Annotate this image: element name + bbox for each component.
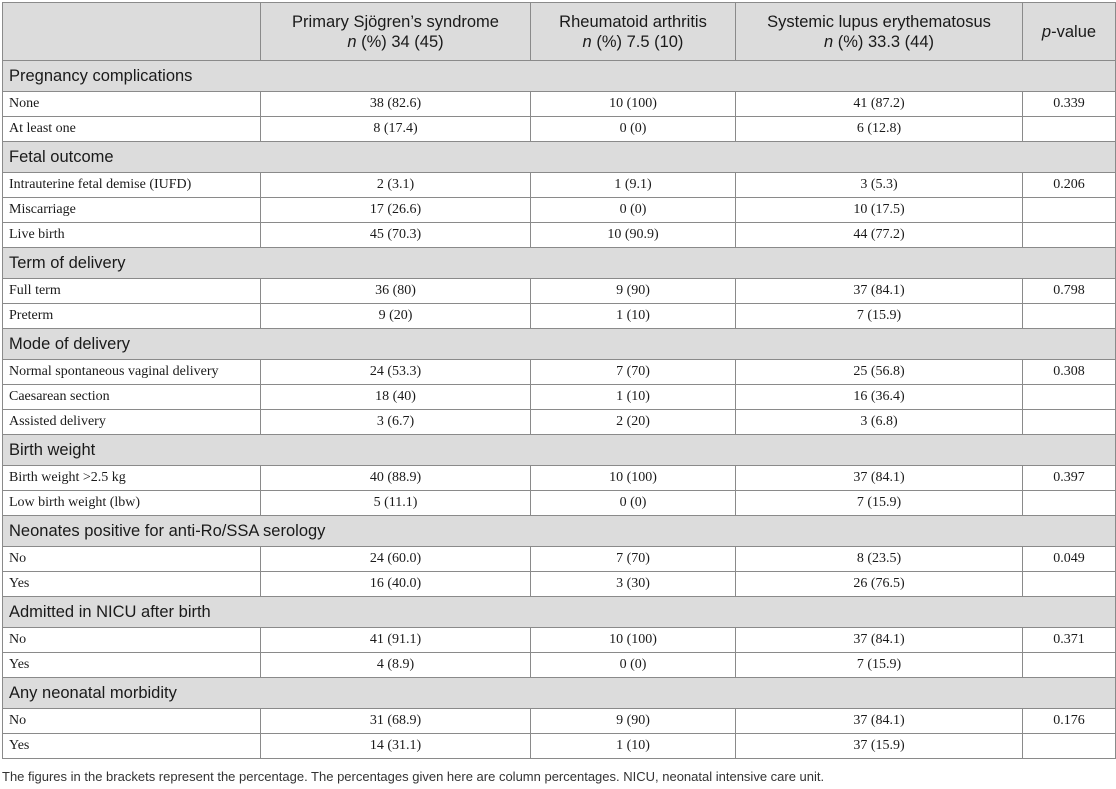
header-pvalue-p: p <box>1041 22 1052 41</box>
header-pss-n: n <box>347 32 357 51</box>
sle-value-cell: 25 (56.8) <box>736 360 1023 385</box>
pss-value-cell: 16 (40.0) <box>261 572 531 597</box>
ra-value-cell: 1 (10) <box>531 734 736 759</box>
header-row <box>3 3 1116 61</box>
pss-value-cell: 36 (80) <box>261 279 531 304</box>
table-row <box>3 279 1116 304</box>
section-title: Birth weight <box>3 435 1116 466</box>
table-row <box>3 653 1116 678</box>
header-pvalue-suffix: -value <box>1051 22 1097 41</box>
sle-value-cell: 41 (87.2) <box>736 92 1023 117</box>
table-row <box>3 547 1116 572</box>
pvalue-cell: 0.206 <box>1023 173 1116 198</box>
ra-value-cell: 10 (100) <box>531 628 736 653</box>
section-header-row <box>3 435 1116 466</box>
ra-value-cell: 9 (90) <box>531 709 736 734</box>
ra-value-cell: 1 (10) <box>531 304 736 329</box>
sle-value-cell: 6 (12.8) <box>736 117 1023 142</box>
sle-value-cell: 7 (15.9) <box>736 491 1023 516</box>
sle-value-cell: 10 (17.5) <box>736 198 1023 223</box>
table-row <box>3 466 1116 491</box>
row-label-cell: No <box>3 628 261 653</box>
pss-value-cell: 31 (68.9) <box>261 709 531 734</box>
pss-value-cell: 3 (6.7) <box>261 410 531 435</box>
header-sle-name: Systemic lupus erythematosus <box>767 12 991 31</box>
ra-value-cell: 10 (100) <box>531 92 736 117</box>
table-row <box>3 410 1116 435</box>
table-row <box>3 223 1116 248</box>
pss-value-cell: 17 (26.6) <box>261 198 531 223</box>
table-row <box>3 491 1116 516</box>
row-label-cell: Low birth weight (lbw) <box>3 491 261 516</box>
row-label-cell: Intrauterine fetal demise (IUFD) <box>3 173 261 198</box>
pvalue-cell <box>1023 117 1116 142</box>
ra-value-cell: 0 (0) <box>531 653 736 678</box>
section-header-row <box>3 597 1116 628</box>
header-pss-count: (%) 34 (45) <box>356 32 444 51</box>
section-title: Mode of delivery <box>3 329 1116 360</box>
section-title: Fetal outcome <box>3 142 1116 173</box>
row-label-cell: Preterm <box>3 304 261 329</box>
sle-value-cell: 3 (5.3) <box>736 173 1023 198</box>
header-empty-cell <box>3 3 261 61</box>
row-label-cell: Birth weight >2.5 kg <box>3 466 261 491</box>
sle-value-cell: 26 (76.5) <box>736 572 1023 597</box>
pss-value-cell: 41 (91.1) <box>261 628 531 653</box>
ra-value-cell: 10 (90.9) <box>531 223 736 248</box>
pss-value-cell: 38 (82.6) <box>261 92 531 117</box>
sle-value-cell: 44 (77.2) <box>736 223 1023 248</box>
table-row <box>3 628 1116 653</box>
table-row <box>3 117 1116 142</box>
ra-value-cell: 2 (20) <box>531 410 736 435</box>
section-header-row <box>3 516 1116 547</box>
table-footnote: The figures in the brackets represent the percentage. The percentages given here are column percentages. NICU, neonatal intensive care unit. <box>2 769 825 784</box>
pvalue-cell <box>1023 653 1116 678</box>
pss-value-cell: 14 (31.1) <box>261 734 531 759</box>
header-pss-name: Primary Sjögren’s syndrome <box>292 12 499 31</box>
ra-value-cell: 10 (100) <box>531 466 736 491</box>
pvalue-cell: 0.371 <box>1023 628 1116 653</box>
pvalue-cell <box>1023 385 1116 410</box>
header-sle-count: (%) 33.3 (44) <box>833 32 935 51</box>
table-row <box>3 198 1116 223</box>
ra-value-cell: 3 (30) <box>531 572 736 597</box>
pvalue-cell <box>1023 198 1116 223</box>
section-title: Neonates positive for anti-Ro/SSA serology <box>3 516 1116 547</box>
row-label-cell: At least one <box>3 117 261 142</box>
ra-value-cell: 1 (10) <box>531 385 736 410</box>
pvalue-cell <box>1023 223 1116 248</box>
row-label-cell: No <box>3 547 261 572</box>
section-title: Any neonatal morbidity <box>3 678 1116 709</box>
pvalue-cell: 0.339 <box>1023 92 1116 117</box>
pss-value-cell: 4 (8.9) <box>261 653 531 678</box>
sle-value-cell: 8 (23.5) <box>736 547 1023 572</box>
pss-value-cell: 5 (11.1) <box>261 491 531 516</box>
ra-value-cell: 0 (0) <box>531 117 736 142</box>
pvalue-cell: 0.308 <box>1023 360 1116 385</box>
row-label-cell: None <box>3 92 261 117</box>
row-label-cell: Caesarean section <box>3 385 261 410</box>
sle-value-cell: 7 (15.9) <box>736 653 1023 678</box>
ra-value-cell: 0 (0) <box>531 198 736 223</box>
ra-value-cell: 1 (9.1) <box>531 173 736 198</box>
table-row <box>3 304 1116 329</box>
table-row <box>3 572 1116 597</box>
table-row <box>3 173 1116 198</box>
ra-value-cell: 9 (90) <box>531 279 736 304</box>
row-label-cell: Normal spontaneous vaginal delivery <box>3 360 261 385</box>
section-header-row <box>3 248 1116 279</box>
row-label-cell: Live birth <box>3 223 261 248</box>
header-ra-n: n <box>582 32 592 51</box>
table-row <box>3 92 1116 117</box>
header-pss <box>261 3 531 61</box>
table-body <box>3 61 1116 759</box>
pvalue-cell <box>1023 491 1116 516</box>
pss-value-cell: 45 (70.3) <box>261 223 531 248</box>
pss-value-cell: 40 (88.9) <box>261 466 531 491</box>
sle-value-cell: 37 (84.1) <box>736 709 1023 734</box>
sle-value-cell: 7 (15.9) <box>736 304 1023 329</box>
section-title: Pregnancy complications <box>3 61 1116 92</box>
pvalue-cell: 0.397 <box>1023 466 1116 491</box>
header-sle <box>736 3 1023 61</box>
header-ra-count: (%) 7.5 (10) <box>591 32 684 51</box>
sle-value-cell: 37 (84.1) <box>736 466 1023 491</box>
header-sle-n: n <box>823 32 834 51</box>
section-title: Admitted in NICU after birth <box>3 597 1116 628</box>
sle-value-cell: 16 (36.4) <box>736 385 1023 410</box>
section-header-row <box>3 61 1116 92</box>
header-ra-name: Rheumatoid arthritis <box>559 12 707 31</box>
row-label-cell: Assisted delivery <box>3 410 261 435</box>
sle-value-cell: 37 (84.1) <box>736 279 1023 304</box>
pvalue-cell <box>1023 304 1116 329</box>
row-label-cell: Yes <box>3 572 261 597</box>
pvalue-cell: 0.798 <box>1023 279 1116 304</box>
row-label-cell: Yes <box>3 734 261 759</box>
row-label-cell: Yes <box>3 653 261 678</box>
header-ra <box>531 3 736 61</box>
sle-value-cell: 37 (84.1) <box>736 628 1023 653</box>
sle-value-cell: 37 (15.9) <box>736 734 1023 759</box>
row-label-cell: Miscarriage <box>3 198 261 223</box>
pss-value-cell: 2 (3.1) <box>261 173 531 198</box>
section-header-row <box>3 329 1116 360</box>
pss-value-cell: 8 (17.4) <box>261 117 531 142</box>
pss-value-cell: 9 (20) <box>261 304 531 329</box>
sle-value-cell: 3 (6.8) <box>736 410 1023 435</box>
results-table <box>2 2 1116 759</box>
header-pvalue <box>1023 3 1116 61</box>
section-title: Term of delivery <box>3 248 1116 279</box>
ra-value-cell: 0 (0) <box>531 491 736 516</box>
table-row <box>3 709 1116 734</box>
ra-value-cell: 7 (70) <box>531 360 736 385</box>
table-row <box>3 734 1116 759</box>
table-row <box>3 360 1116 385</box>
ra-value-cell: 7 (70) <box>531 547 736 572</box>
pvalue-cell: 0.049 <box>1023 547 1116 572</box>
pvalue-cell <box>1023 410 1116 435</box>
section-header-row <box>3 142 1116 173</box>
pss-value-cell: 24 (60.0) <box>261 547 531 572</box>
pvalue-cell: 0.176 <box>1023 709 1116 734</box>
row-label-cell: Full term <box>3 279 261 304</box>
table-row <box>3 385 1116 410</box>
pvalue-cell <box>1023 572 1116 597</box>
row-label-cell: No <box>3 709 261 734</box>
pss-value-cell: 18 (40) <box>261 385 531 410</box>
pvalue-cell <box>1023 734 1116 759</box>
pss-value-cell: 24 (53.3) <box>261 360 531 385</box>
section-header-row <box>3 678 1116 709</box>
